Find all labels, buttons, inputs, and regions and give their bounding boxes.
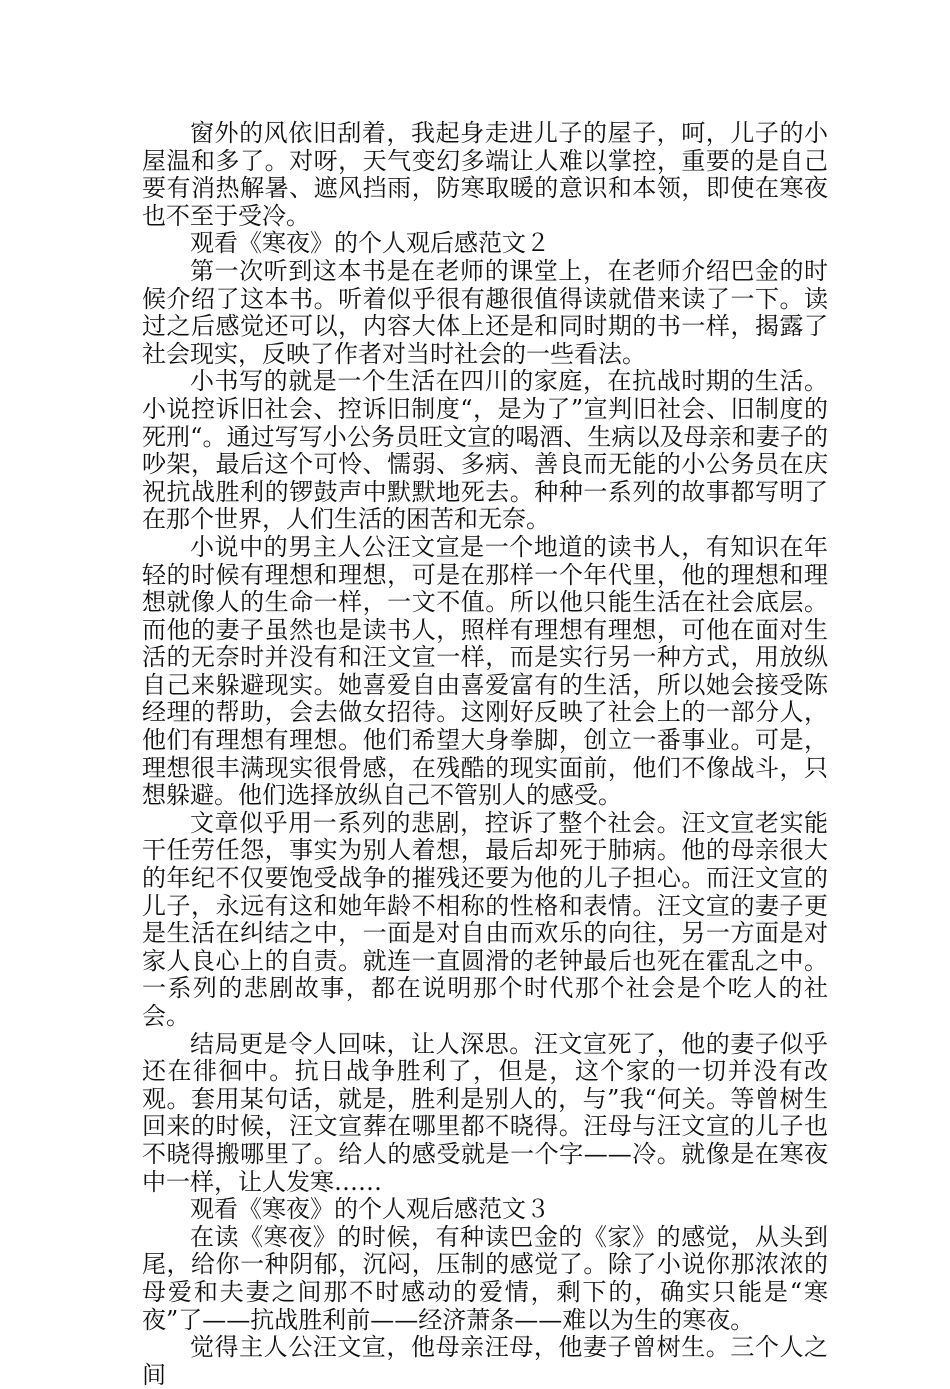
section-heading-sample-2: 观看《寒夜》的个人观后感范文２ [190, 229, 550, 258]
paragraph-family-story: 小书写的就是一个生活在四川的家庭，在抗战时期的生活。小说控诉旧社会、控诉旧制度“，是为了”宣判旧社会、旧制度的死刑“。通过写写小公务员旺文宣的喝酒、生病以及母亲和妻子的吵架，最后这个可怜、懦弱、多病、善良而无能的小公务员在庆祝抗战胜利的锣鼓声中默默地死去。种种一系列的故事都写明了在那个世界，人们生活的困苦和无奈。 [142, 367, 828, 534]
paragraph-characters: 觉得主人公汪文宣，他母亲汪母，他妻子曾树生。三个人之间 [142, 1333, 828, 1389]
paragraph-closing-sample-1: 窗外的风依旧刮着，我起身走进儿子的屋子，呵，儿子的小屋温和多了。对呀，天气变幻多端让人难以掌控，重要的是自己要有消热解暑、遮风挡雨，防寒取暖的意识和本领，即使在寒夜也不至于受冷。 [142, 119, 828, 230]
paragraph-first-encounter: 第一次听到这本书是在老师的课堂上，在老师介绍巴金的时候介绍了这本书。听着似乎很有趣很值得读就借来读了一下。读过之后感觉还可以，内容大体上还是和同时期的书一样，揭露了社会现实，反映了作者对当时社会的一些看法。 [142, 256, 828, 368]
paragraph-ending: 结局更是令人回味，让人深思。汪文宣死了，他的妻子似乎还在徘徊中。抗日战争胜利了，但是，这个家的一切并没有改观。套用某句话，就是，胜利是别人的，与”我“何关。等曾树生回来的时候，汪文宣葬在哪里都不晓得。汪母与汪文宣的儿子也不晓得搬哪里了。给人的感受就是一个字——冷。就像是在寒夜中一样，让人发寒…… [142, 1029, 828, 1196]
body-text [142, 120, 828, 1389]
paragraph-reading-impression: 在读《寒夜》的时候，有种读巴金的《家》的感觉，从头到尾，给你一种阴郁，沉闷，压制的感觉了。除了小说你那浓浓的母爱和夫妻之间那不时感动的爱情，剩下的，确实只能是“寒夜”了——抗战胜利前——经济萧条——难以为生的寒夜。 [142, 1222, 828, 1334]
paragraph-protagonist: 小说中的男主人公汪文宣是一个地道的读书人，有知识在年轻的时候有理想和理想，可是在那样一个年代里，他的理想和理想就像人的生命一样，一文不值。所以他只能生活在社会底层。而他的妻子虽然也是读书人，照样有理想有理想，可他在面对生活的无奈时并没有和汪文宣一样，而是实行另一种方式，用放纵自己来躲避现实。她喜爱自由喜爱富有的生活，所以她会接受陈经理的帮助，会去做女招待。这刚好反映了社会上的一部分人，他们有理想有理想。他们希望大身拳脚，创立一番事业。可是，理想很丰满现实很骨感，在残酷的现实面前，他们不像战斗，只想躲避。他们选择放纵自己不管别人的感受。 [142, 532, 828, 810]
section-heading-sample-3: 观看《寒夜》的个人观后感范文３ [190, 1195, 550, 1224]
paragraph-tragedies: 文章似乎用一系列的悲剧，控诉了整个社会。汪文宣老实能干任劳任怨，事实为别人着想，最后却死于肺病。他的母亲很大的年纪不仅要饱受战争的摧残还要为他的儿子担心。而汪文宣的儿子，永远有这和她年龄不相称的性格和表情。汪文宣的妻子更是生活在纠结之中，一面是对自由而欢乐的向往，另一方面是对家人良心上的自责。就连一直圆滑的老钟最后也死在霍乱之中。一系列的悲剧故事，都在说明那个时代那个社会是个吃人的社会。 [142, 808, 828, 1030]
